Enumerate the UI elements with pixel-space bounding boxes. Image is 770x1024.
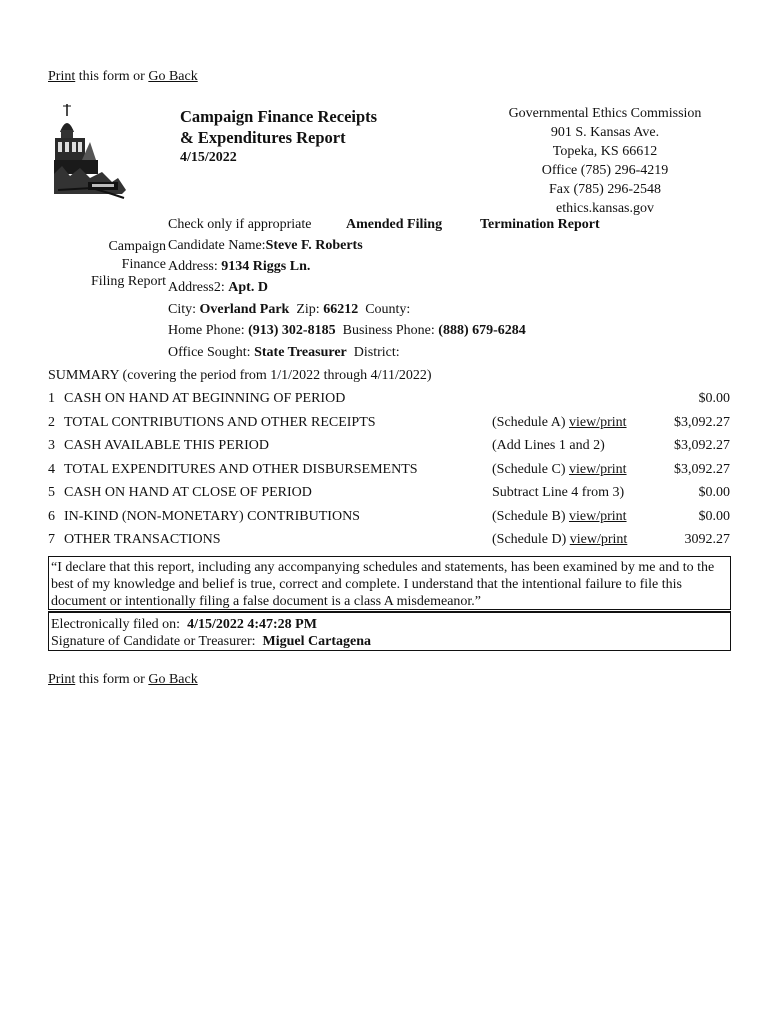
summary-amount: $0.00 [698, 391, 730, 406]
schedule-label: (Schedule D) [492, 532, 570, 547]
view-print-link[interactable]: view/print [569, 532, 628, 547]
summary-amount: $3,092.27 [674, 461, 730, 477]
signature-label: Signature of Candidate or Treasurer: [51, 634, 263, 649]
summary-schedule [492, 532, 627, 548]
summary-line-number: 1 [48, 391, 55, 406]
side-label-filing-report: Filing Report [90, 274, 166, 289]
signer-name: Miguel Cartagena [262, 634, 371, 649]
commission-street: 901 S. Kansas Ave. [550, 125, 660, 140]
address-line [168, 259, 310, 275]
nav-separator-text: this form or [75, 69, 149, 84]
summary-row [48, 485, 732, 507]
summary-line-number: 4 [48, 461, 55, 477]
city-value: Overland Park [199, 302, 290, 317]
summary-schedule [492, 438, 605, 454]
schedule-label: (Add Lines 1 and 2) [492, 438, 605, 453]
commission-name: Governmental Ethics Commission [508, 106, 702, 121]
report-date: 4/15/2022 [180, 150, 237, 165]
summary-schedule [492, 509, 627, 525]
filed-on-datetime: 4/15/2022 4:47:28 PM [187, 617, 317, 632]
address2-line [168, 280, 268, 296]
termination-report-label: Termination Report [480, 217, 600, 232]
zip-label: Zip: [289, 302, 324, 317]
filing-signature-box [48, 611, 731, 651]
summary-row [48, 391, 732, 413]
summary-amount: $0.00 [698, 485, 730, 500]
check-label: Check only if appropriate [168, 217, 312, 232]
summary-line-number: 3 [48, 438, 55, 453]
nav-separator-text-bottom: this form or [75, 672, 149, 687]
address-value: 9134 Riggs Ln. [221, 259, 311, 274]
zip-value: 66212 [323, 302, 359, 317]
schedule-label: (Schedule A) [492, 414, 569, 430]
summary-line-number: 5 [48, 485, 55, 500]
summary-line-description: TOTAL CONTRIBUTIONS AND OTHER RECEIPTS [64, 414, 376, 430]
summary-amount: $3,092.27 [674, 414, 730, 430]
office-sought-label: Office Sought: [168, 345, 255, 360]
go-back-link[interactable]: Go Back [148, 69, 198, 84]
filed-on-label: Electronically filed on: [51, 617, 188, 632]
summary-line-description: OTHER TRANSACTIONS [64, 532, 221, 547]
report-title [180, 106, 377, 168]
candidate-name-label: Candidate Name: [168, 238, 266, 253]
view-print-link[interactable]: view/print [568, 414, 627, 430]
summary-amount: 3092.27 [684, 532, 730, 547]
office-sought-value: State Treasurer [254, 345, 347, 360]
commission-fax: Fax (785) 296-2548 [549, 182, 661, 197]
summary-row [48, 438, 732, 460]
schedule-label: (Schedule C) [492, 461, 569, 477]
commission-address [482, 104, 728, 218]
schedule-label: (Schedule B) [492, 508, 569, 524]
print-link[interactable]: Print [48, 69, 76, 84]
summary-line-number: 6 [48, 508, 55, 524]
summary-amount: $0.00 [698, 508, 730, 524]
business-phone-value: (888) 679-6284 [438, 323, 526, 338]
summary-line-number: 7 [48, 532, 55, 547]
commission-city: Topeka, KS 66612 [552, 144, 658, 159]
summary-schedule [492, 462, 627, 478]
filing-check-line [168, 217, 311, 233]
address2-value: Apt. D [228, 280, 268, 295]
summary-line-description: TOTAL EXPENDITURES AND OTHER DISBURSEMENTS [64, 461, 418, 477]
commission-website: ethics.kansas.gov [556, 201, 654, 216]
candidate-name-line [168, 238, 363, 254]
business-phone-label: Business Phone: [335, 323, 439, 338]
summary-row [48, 509, 732, 531]
summary-line-number: 2 [48, 414, 55, 430]
side-label-campaign: Campaign [108, 239, 166, 254]
go-back-link-bottom[interactable]: Go Back [148, 672, 198, 687]
commission-office-phone: Office (785) 296-4219 [541, 163, 669, 178]
summary-schedule [492, 415, 627, 431]
bottom-nav [48, 672, 198, 688]
summary-line-description: CASH ON HAND AT CLOSE OF PERIOD [64, 485, 312, 500]
district-label: District: [346, 345, 400, 360]
summary-amount: $3,092.27 [674, 438, 730, 453]
home-phone-value: (913) 302-8185 [248, 323, 336, 338]
title-line-2: & Expenditures Report [180, 128, 346, 147]
summary-row [48, 532, 732, 554]
view-print-link[interactable]: view/print [568, 461, 627, 477]
summary-heading: SUMMARY (covering the period from 1/1/2022 through 4/11/2022) [48, 368, 432, 383]
title-line-1: Campaign Finance Receipts [180, 107, 378, 126]
city-line [168, 302, 410, 318]
summary-line-description: CASH AVAILABLE THIS PERIOD [64, 438, 269, 453]
summary-row [48, 415, 732, 437]
office-line [168, 345, 400, 361]
home-phone-label: Home Phone: [168, 323, 249, 338]
kansas-capitol-seal-icon [52, 102, 130, 202]
candidate-name: Steve F. Roberts [265, 238, 363, 253]
summary-line-description: CASH ON HAND AT BEGINNING OF PERIOD [64, 391, 346, 406]
city-label: City: [168, 302, 200, 317]
summary-schedule [492, 485, 624, 501]
schedule-label: Subtract Line 4 from 3) [492, 485, 625, 500]
side-label-finance: Finance [121, 257, 166, 272]
address2-label: Address2: [168, 280, 229, 295]
print-link-bottom[interactable]: Print [48, 672, 76, 687]
top-nav [48, 69, 198, 85]
county-label: County: [358, 302, 411, 317]
summary-row [48, 462, 732, 484]
phone-line [168, 323, 526, 339]
signature-line [51, 633, 730, 650]
summary-line-description: IN-KIND (NON-MONETARY) CONTRIBUTIONS [64, 508, 360, 524]
view-print-link[interactable]: view/print [568, 508, 627, 524]
address-label: Address: [168, 259, 222, 274]
filed-on-line [51, 616, 730, 633]
amended-filing-label: Amended Filing [346, 217, 443, 232]
declaration-statement: “I declare that this report, including any accompanying schedules and statements, has been examined by me and to the best of my knowledge and belief is true, correct and complete. I understand that the intentional failure to file this document or intentionally filing a false document is a class A misdemeanor.” [48, 556, 731, 610]
